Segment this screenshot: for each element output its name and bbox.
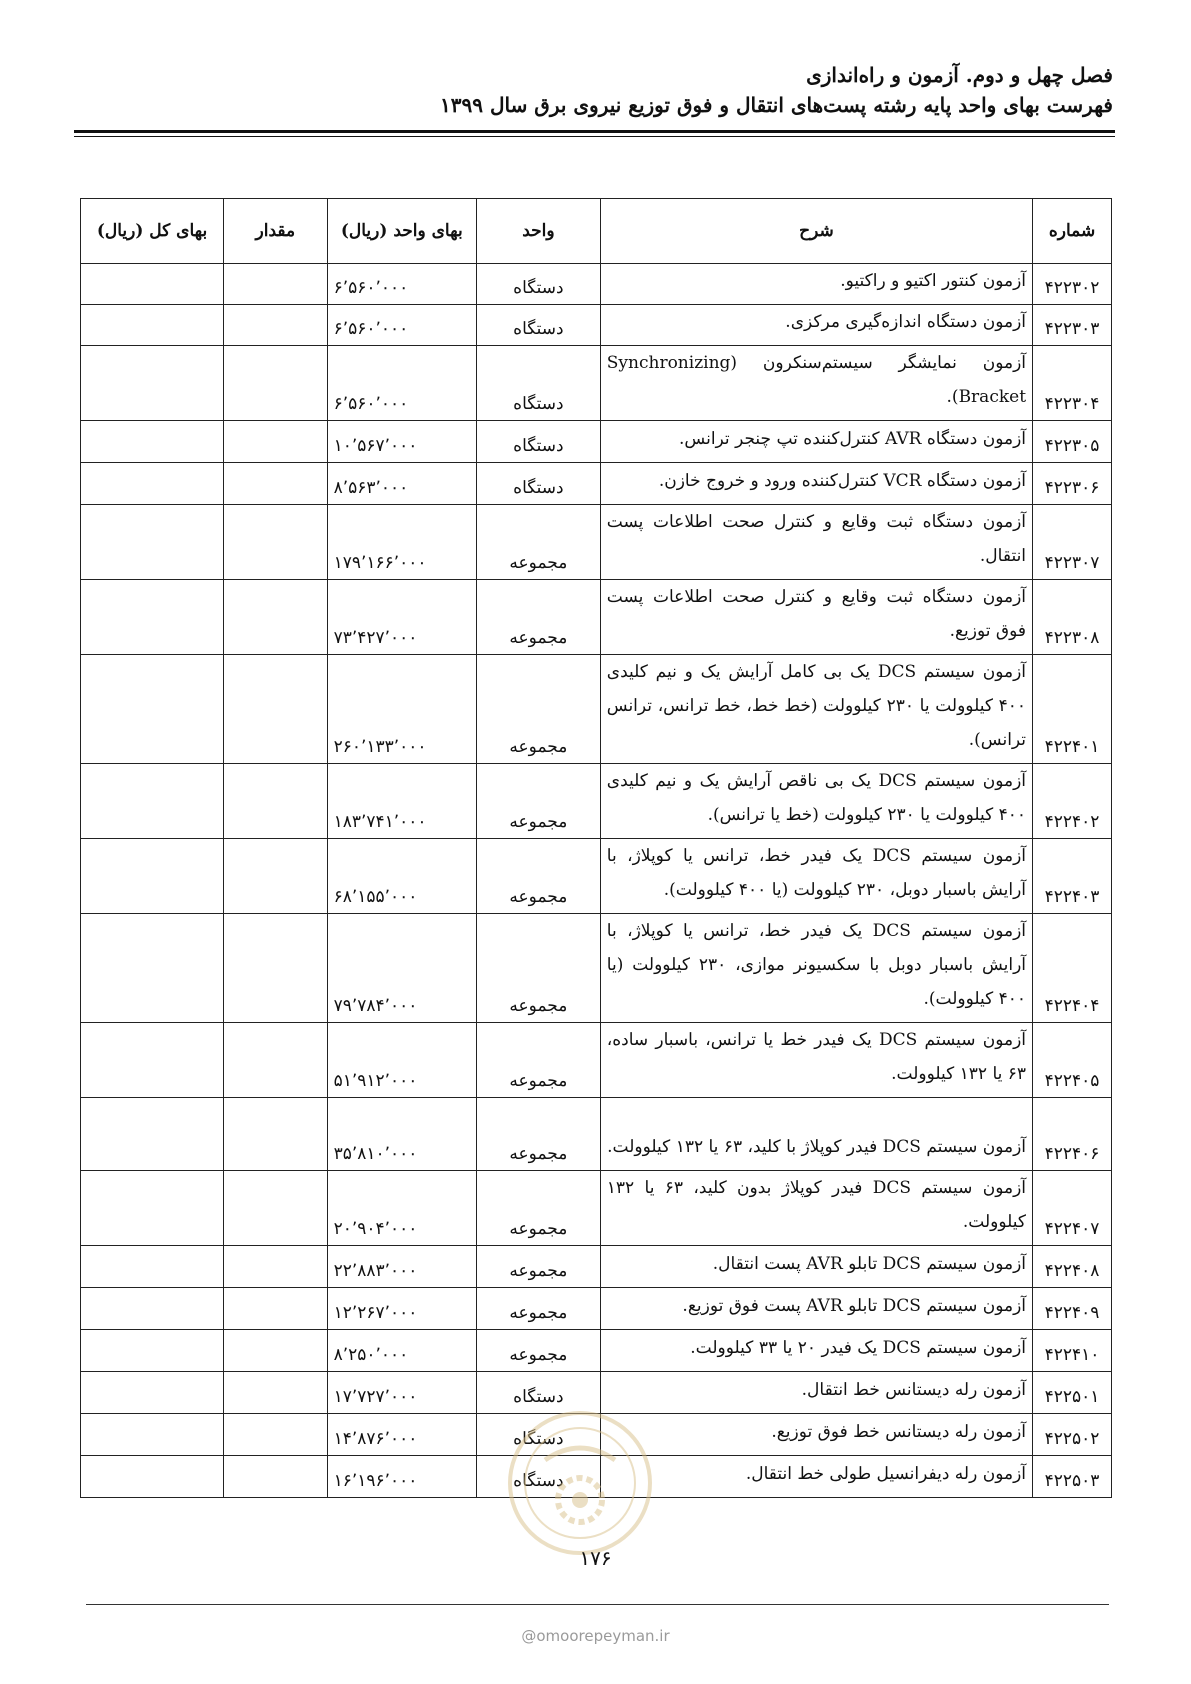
item-unit-price: ۱۶٬۱۹۶٬۰۰۰ [327,1456,476,1498]
item-total-price [81,1246,224,1288]
item-number: ۴۲۲۴۰۸ [1033,1246,1112,1288]
item-description: آزمون سیستم DCS تابلو AVR پست فوق توزیع. [600,1288,1032,1330]
item-total-price [81,1456,224,1498]
item-unit-price: ۶٬۵۶۰٬۰۰۰ [327,346,476,421]
table-row [81,264,1112,305]
item-unit-price: ۷۹٬۷۸۴٬۰۰۰ [327,914,476,1023]
item-description: آزمون کنتور اکتیو و راکتیو. [600,264,1032,305]
item-description: آزمون سیستم DCS یک بی کامل آرایش یک و نیم کلیدی ۴۰۰ کیلوولت یا ۲۳۰ کیلوولت (خط خط، خط ترانس، ترانس ترانس). [600,655,1032,764]
item-unit: مجموعه [476,505,600,580]
item-unit-price: ۱۲٬۲۶۷٬۰۰۰ [327,1288,476,1330]
column-header-number: شماره [1033,199,1112,264]
item-description: آزمون دستگاه VCR کنترل‌کننده ورود و خروج خازن. [600,463,1032,505]
item-unit: دستگاه [476,1456,600,1498]
item-number: ۴۲۲۴۰۵ [1033,1023,1112,1098]
item-number: ۴۲۲۵۰۲ [1033,1414,1112,1456]
item-total-price [81,914,224,1023]
table-row [81,1098,1112,1171]
item-description: آزمون سیستم DCS یک فیدر خط، ترانس یا کوپلاژ، با آرایش باسبار دوبل، ۲۳۰ کیلوولت (یا ۴۰۰ کیلوولت). [600,839,1032,914]
table-row [81,505,1112,580]
item-description: آزمون نمایشگر سیستم‌سنکرون (Synchronizing Bracket). [600,346,1032,421]
item-quantity [224,914,328,1023]
item-quantity [224,764,328,839]
item-description: آزمون رله دیستانس خط انتقال. [600,1372,1032,1414]
table-row [81,421,1112,463]
table-row [81,305,1112,346]
stamp-watermark-icon [505,1408,655,1558]
item-description: آزمون سیستم DCS تابلو AVR پست انتقال. [600,1246,1032,1288]
item-total-price [81,463,224,505]
item-number: ۴۲۲۴۰۲ [1033,764,1112,839]
item-number: ۴۲۲۵۰۱ [1033,1372,1112,1414]
item-total-price [81,421,224,463]
item-quantity [224,463,328,505]
column-header-unit: واحد [476,199,600,264]
chapter-title: فصل چهل و دوم. آزمون و راه‌اندازی [806,63,1113,87]
item-unit: دستگاه [476,421,600,463]
item-description: آزمون سیستم DCS یک فیدر خط یا ترانس، باسبار ساده، ۶۳ یا ۱۳۲ کیلوولت. [600,1023,1032,1098]
table-row [81,1288,1112,1330]
item-quantity [224,1456,328,1498]
item-quantity [224,1098,328,1171]
item-total-price [81,1098,224,1171]
table-row [81,1330,1112,1372]
item-total-price [81,1414,224,1456]
item-quantity [224,1288,328,1330]
page-header [74,60,1113,120]
item-unit: دستگاه [476,1414,600,1456]
table-row [81,580,1112,655]
item-total-price [81,305,224,346]
item-description: آزمون دستگاه ثبت وقایع و کنترل صحت اطلاعات پست انتقال. [600,505,1032,580]
item-number: ۴۲۲۴۱۰ [1033,1330,1112,1372]
item-unit: مجموعه [476,914,600,1023]
item-number: ۴۲۲۴۰۴ [1033,914,1112,1023]
item-quantity [224,1372,328,1414]
item-description: آزمون دستگاه AVR کنترل‌کننده تپ چنجر ترانس. [600,421,1032,463]
item-unit: مجموعه [476,1098,600,1171]
item-quantity [224,1023,328,1098]
item-description: آزمون سیستم DCS فیدر کوپلاژ با کلید، ۶۳ یا ۱۳۲ کیلوولت. [600,1098,1032,1171]
item-description: آزمون رله دیستانس خط فوق توزیع. [600,1414,1032,1456]
item-total-price [81,1171,224,1246]
item-description: آزمون سیستم DCS یک بی ناقص آرایش یک و نیم کلیدی ۴۰۰ کیلوولت یا ۲۳۰ کیلوولت (خط یا ترانس). [600,764,1032,839]
item-number: ۴۲۲۳۰۸ [1033,580,1112,655]
item-number: ۴۲۲۴۰۷ [1033,1171,1112,1246]
item-number: ۴۲۲۳۰۷ [1033,505,1112,580]
item-unit-price: ۸٬۲۵۰٬۰۰۰ [327,1330,476,1372]
item-quantity [224,346,328,421]
item-quantity [224,655,328,764]
item-quantity [224,580,328,655]
item-total-price [81,764,224,839]
item-number: ۴۲۲۴۰۱ [1033,655,1112,764]
page-number: ۱۷۶ [579,1546,612,1570]
item-unit: مجموعه [476,1171,600,1246]
item-quantity [224,305,328,346]
header-rule-thin [74,136,1115,137]
item-unit: مجموعه [476,1288,600,1330]
document-title: فهرست بهای واحد پایه رشته پست‌های انتقال و فوق توزیع نیروی برق سال ۱۳۹۹ [440,93,1113,117]
item-total-price [81,839,224,914]
price-list-table [80,198,1112,1498]
item-quantity [224,1246,328,1288]
website-watermark: @omoorepeyman.ir [521,1627,670,1645]
item-unit: مجموعه [476,1023,600,1098]
item-unit-price: ۱۷٬۷۲۷٬۰۰۰ [327,1372,476,1414]
item-total-price [81,1372,224,1414]
item-unit-price: ۶٬۵۶۰٬۰۰۰ [327,264,476,305]
item-unit-price: ۲۲٬۸۸۳٬۰۰۰ [327,1246,476,1288]
item-number: ۴۲۲۳۰۳ [1033,305,1112,346]
item-description: آزمون دستگاه ثبت وقایع و کنترل صحت اطلاعات پست فوق توزیع. [600,580,1032,655]
item-unit: دستگاه [476,1372,600,1414]
column-header-quantity: مقدار [224,199,328,264]
item-unit-price: ۵۱٬۹۱۲٬۰۰۰ [327,1023,476,1098]
table-row [81,764,1112,839]
item-unit-price: ۱۷۹٬۱۶۶٬۰۰۰ [327,505,476,580]
item-quantity [224,505,328,580]
item-description: آزمون سیستم DCS یک فیدر خط، ترانس یا کوپلاژ، با آرایش باسبار دوبل با سکسیونر موازی، ۲۳۰ کیلوولت (یا ۴۰۰ کیلوولت). [600,914,1032,1023]
item-description: آزمون سیستم DCS فیدر کوپلاژ بدون کلید، ۶۳ یا ۱۳۲ کیلوولت. [600,1171,1032,1246]
item-unit: دستگاه [476,305,600,346]
table-header-row [81,199,1112,264]
item-total-price [81,1023,224,1098]
table-row [81,463,1112,505]
item-number: ۴۲۲۳۰۶ [1033,463,1112,505]
column-header-total-price: بهای کل (ریال) [81,199,224,264]
footer-rule [86,1604,1109,1605]
item-total-price [81,580,224,655]
item-unit: مجموعه [476,1330,600,1372]
item-total-price [81,264,224,305]
item-quantity [224,1171,328,1246]
item-total-price [81,655,224,764]
item-total-price [81,1288,224,1330]
item-quantity [224,264,328,305]
table-body [81,264,1112,1498]
column-header-description: شرح [600,199,1032,264]
item-unit: دستگاه [476,346,600,421]
item-quantity [224,1414,328,1456]
item-number: ۴۲۲۳۰۴ [1033,346,1112,421]
item-number: ۴۲۲۴۰۶ [1033,1098,1112,1171]
item-total-price [81,1330,224,1372]
item-unit-price: ۱۰٬۵۶۷٬۰۰۰ [327,421,476,463]
column-header-unit-price: بهای واحد (ریال) [327,199,476,264]
item-unit-price: ۸٬۵۶۳٬۰۰۰ [327,463,476,505]
table-row [81,839,1112,914]
table-row [81,1023,1112,1098]
item-unit: مجموعه [476,1246,600,1288]
item-unit: دستگاه [476,463,600,505]
item-description: آزمون سیستم DCS یک فیدر ۲۰ یا ۳۳ کیلوولت. [600,1330,1032,1372]
item-total-price [81,346,224,421]
item-unit: مجموعه [476,655,600,764]
item-unit: دستگاه [476,264,600,305]
item-quantity [224,1330,328,1372]
table-row [81,655,1112,764]
item-unit: مجموعه [476,580,600,655]
item-unit-price: ۲۰٬۹۰۴٬۰۰۰ [327,1171,476,1246]
item-number: ۴۲۲۴۰۹ [1033,1288,1112,1330]
item-unit: مجموعه [476,764,600,839]
item-total-price [81,505,224,580]
item-unit-price: ۲۶۰٬۱۳۳٬۰۰۰ [327,655,476,764]
item-unit-price: ۱۴٬۸۷۶٬۰۰۰ [327,1414,476,1456]
item-description: آزمون رله دیفرانسیل طولی خط انتقال. [600,1456,1032,1498]
table-row [81,1246,1112,1288]
item-quantity [224,421,328,463]
item-unit-price: ۶۸٬۱۵۵٬۰۰۰ [327,839,476,914]
item-number: ۴۲۲۳۰۲ [1033,264,1112,305]
table-row [81,1171,1112,1246]
item-unit-price: ۷۳٬۴۲۷٬۰۰۰ [327,580,476,655]
table-row [81,914,1112,1023]
item-unit: مجموعه [476,839,600,914]
table-row [81,346,1112,421]
item-number: ۴۲۲۳۰۵ [1033,421,1112,463]
item-unit-price: ۳۵٬۸۱۰٬۰۰۰ [327,1098,476,1171]
item-description: آزمون دستگاه اندازه‌گیری مرکزی. [600,305,1032,346]
item-quantity [224,839,328,914]
item-unit-price: ۱۸۳٬۷۴۱٬۰۰۰ [327,764,476,839]
header-rule-thick [74,130,1115,133]
item-unit-price: ۶٬۵۶۰٬۰۰۰ [327,305,476,346]
item-number: ۴۲۲۴۰۳ [1033,839,1112,914]
item-number: ۴۲۲۵۰۳ [1033,1456,1112,1498]
